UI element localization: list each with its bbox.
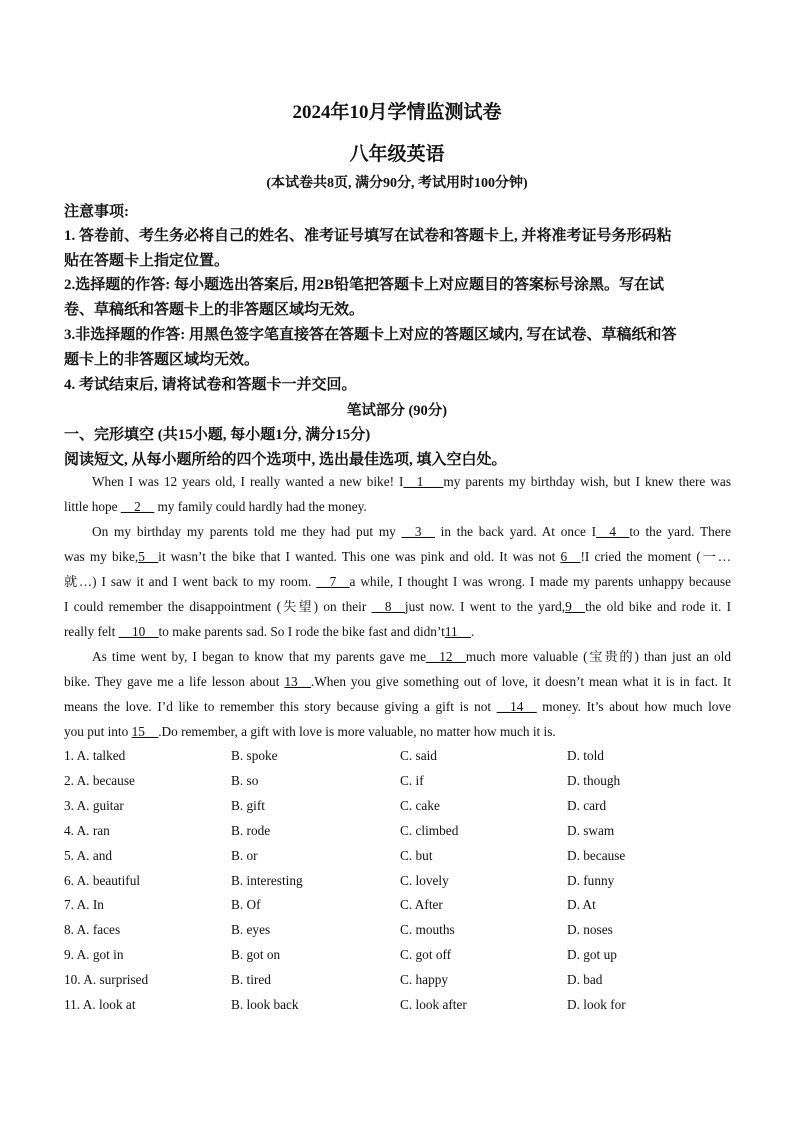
passage-line: As time went by, I began to know that my parents gave me__12__much more valuable (宝贵的) than just an old [92,649,731,664]
blank-11: 11__ [444,624,471,639]
note-3-line-1: 3.非选择题的作答: 用黑色签字笔直接答在答题卡上对应的答题区域内, 写在试卷、草稿纸和答 [64,327,677,343]
blank-1: __1___ [403,474,444,489]
note-3-line-2: 题卡上的非答题区域均无效。 [64,352,260,368]
note-2-line-2: 卷、草稿纸和答题卡上的非答题区域均无效。 [64,302,365,318]
option-3-C: C. cake [400,797,440,813]
option-9-C: C. got off [400,947,452,963]
blank-10: __10__ [118,624,159,639]
option-11-B: B. look back [231,997,299,1012]
option-1-A: 1. A. talked [64,748,126,763]
blank-9: 9__ [565,599,586,614]
passage-line: means the love. I’d like to remember this story because giving a gift is not __14__ money. It’s about how much love [64,699,731,714]
option-10-D: D. bad [567,972,603,988]
passage-line: bike. They gave me a life lesson about 13__.When you give something out of love, it doesn’t mean what it is in fact. It [64,674,732,689]
passage-line: 就…) I saw it and I went back to my room. __7__a while, I thought I was wrong. I made my parents unhappy because [64,574,731,589]
passage-line: little hope __2__ my family could hardly had the money. [64,499,367,514]
blank-7: __7__ [316,574,350,589]
passage-line: you put into 15__.Do remember, a gift with love is more valuable, no matter how much it is. [64,724,556,739]
option-1-B: B. spoke [231,748,278,763]
option-8-C: C. mouths [400,922,455,938]
option-11-C: C. look after [400,997,467,1012]
option-11-A: 11. A. look at [64,997,136,1012]
option-8-B: B. eyes [231,922,271,938]
blank-8: __8__ [371,599,405,614]
written-part-heading: 笔试部分 (90分) [346,403,448,419]
option-4-C: C. climbed [400,822,459,838]
option-5-C: C. but [400,847,433,863]
option-1-C: C. said [400,748,437,763]
option-6-B: B. interesting [231,872,303,888]
option-7-B: B. Of [231,897,261,913]
blank-5: 5__ [138,549,159,564]
option-10-A: 10. A. surprised [64,972,149,988]
option-1-D: D. told [567,748,604,763]
blank-12: __12__ [425,649,466,664]
option-8-D: D. noses [567,922,613,938]
option-7-A: 7. A. In [64,897,104,913]
subject-title: 八年级英语 [349,144,445,165]
notes-heading: 注意事项: [64,204,129,220]
blank-15: 15__ [131,724,159,739]
option-3-D: D. card [567,797,607,813]
option-3-B: B. gift [231,797,265,813]
option-2-B: B. so [231,772,259,788]
blank-14: __14__ [496,699,537,714]
option-5-D: D. because [567,847,626,863]
option-4-B: B. rode [231,822,271,838]
option-4-D: D. swam [567,822,615,838]
blank-2: __2__ [120,499,155,514]
note-1-line-2: 贴在答题卡上指定位置。 [64,253,230,269]
blank-3: __3__ [401,524,435,539]
option-4-A: 4. A. ran [64,822,110,838]
passage-line: On my birthday my parents told me they had put my __3__ in the back yard. At once I__4__to the yard. There [92,524,732,539]
option-9-D: D. got up [567,947,617,963]
blank-13: 13__ [284,674,311,689]
passage-line: was my bike,5__it wasn’t the bike that I wanted. This one was pink and old. It was not 6__!I cried the moment (一… [64,549,731,564]
note-1-line-1: 1. 答卷前、考生务必将自己的姓名、准考证号填写在试卷和答题卡上, 并将准考证号务形码粘 [64,228,672,244]
blank-6: 6__ [560,549,581,564]
passage-line: I could remember the disappointment (失望) on their __8__just now. I went to the yard,9__the old bike and rode it. I [64,599,731,614]
option-6-C: C. lovely [400,872,449,888]
option-2-A: 2. A. because [64,772,135,788]
option-10-C: C. happy [400,972,449,988]
option-6-A: 6. A. beautiful [64,872,141,888]
exam-title: 2024年10月学情监测试卷 [292,102,502,123]
option-11-D: D. look for [567,997,626,1012]
option-6-D: D. funny [567,872,615,888]
option-7-D: D. At [567,897,596,913]
exam-info: (本试卷共8页, 满分90分, 考试用时100分钟) [266,176,528,191]
option-8-A: 8. A. faces [64,922,121,938]
blank-4: __4__ [596,524,630,539]
option-3-A: 3. A. guitar [64,797,124,813]
option-2-D: D. though [567,772,621,788]
section-instruction: 阅读短文, 从每小题所给的四个选项中, 选出最佳选项, 填入空白处。 [64,452,507,468]
option-5-A: 5. A. and [64,847,113,863]
note-2-line-1: 2.选择题的作答: 每小题选出答案后, 用2B铅笔把答题卡上对应题目的答案标号涂黑。写在试 [64,277,665,293]
note-4: 4. 考试结束后, 请将试卷和答题卡一并交回。 [64,377,357,393]
option-9-A: 9. A. got in [64,947,124,963]
passage-line: When I was 12 years old, I really wanted a new bike! I__1___my parents my birthday wish, but I knew there was [92,474,732,489]
option-10-B: B. tired [231,972,271,988]
option-2-C: C. if [400,772,424,788]
option-7-C: C. After [400,897,443,913]
passage-line: really felt __10__to make parents sad. So I rode the bike fast and didn’t11__. [64,624,475,639]
section-heading: 一、完形填空 (共15小题, 每小题1分, 满分15分) [64,427,371,443]
option-5-B: B. or [231,847,258,863]
option-9-B: B. got on [231,947,281,963]
